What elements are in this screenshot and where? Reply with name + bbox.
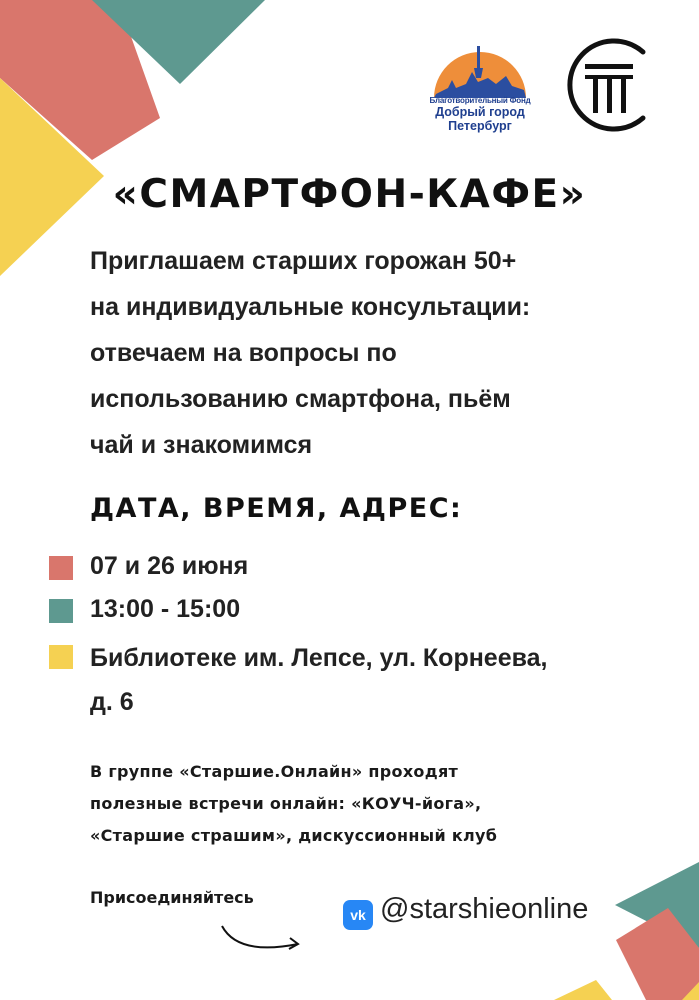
fund-caption-small: Благотворительный Фонд	[429, 96, 531, 105]
group-note-line: полезные встречи онлайн: «КОУЧ-йога»,	[90, 794, 482, 813]
intro-line: отвечаем на вопросы по	[90, 339, 397, 367]
intro-text	[90, 238, 680, 468]
fund-caption-line2: Петербург	[448, 119, 512, 133]
curved-arrow-icon	[218, 920, 304, 960]
yellow-shape-bottom-right	[554, 980, 612, 1000]
address-line2: д. 6	[90, 688, 134, 716]
intro-line: на индивидуальные консультации:	[90, 293, 531, 321]
vk-icon[interactable]: vk	[343, 900, 373, 930]
details-heading: ДАТА, ВРЕМЯ, АДРЕС:	[90, 493, 463, 524]
group-note-line: «Старшие страшим», дискуссионный клуб	[90, 826, 498, 845]
fund-caption	[418, 96, 542, 133]
join-text: Присоединяйтесь	[90, 888, 254, 907]
intro-line: Приглашаем старших горожан 50+	[90, 247, 517, 275]
vk-handle-link[interactable]: @starshieonline	[380, 893, 589, 925]
intro-line: чай и знакомимся	[90, 431, 313, 459]
group-note-line: В группе «Старшие.Онлайн» проходят	[90, 762, 459, 781]
yellow-bullet-icon	[49, 645, 73, 669]
library-logo-icon	[555, 30, 665, 140]
fund-caption-line1: Добрый город	[435, 105, 525, 119]
address-line1: Библиотеке им. Лепсе, ул. Корнеева,	[90, 644, 548, 672]
group-note	[90, 756, 650, 852]
time-text: 13:00 - 15:00	[90, 595, 241, 623]
teal-bullet-icon	[49, 599, 73, 623]
coral-bullet-icon	[49, 556, 73, 580]
date-text: 07 и 26 июня	[90, 552, 249, 580]
page-title: «СМАРТФОН-КАФЕ»	[112, 172, 587, 217]
intro-line: использованию смартфона, пьём	[90, 385, 511, 413]
